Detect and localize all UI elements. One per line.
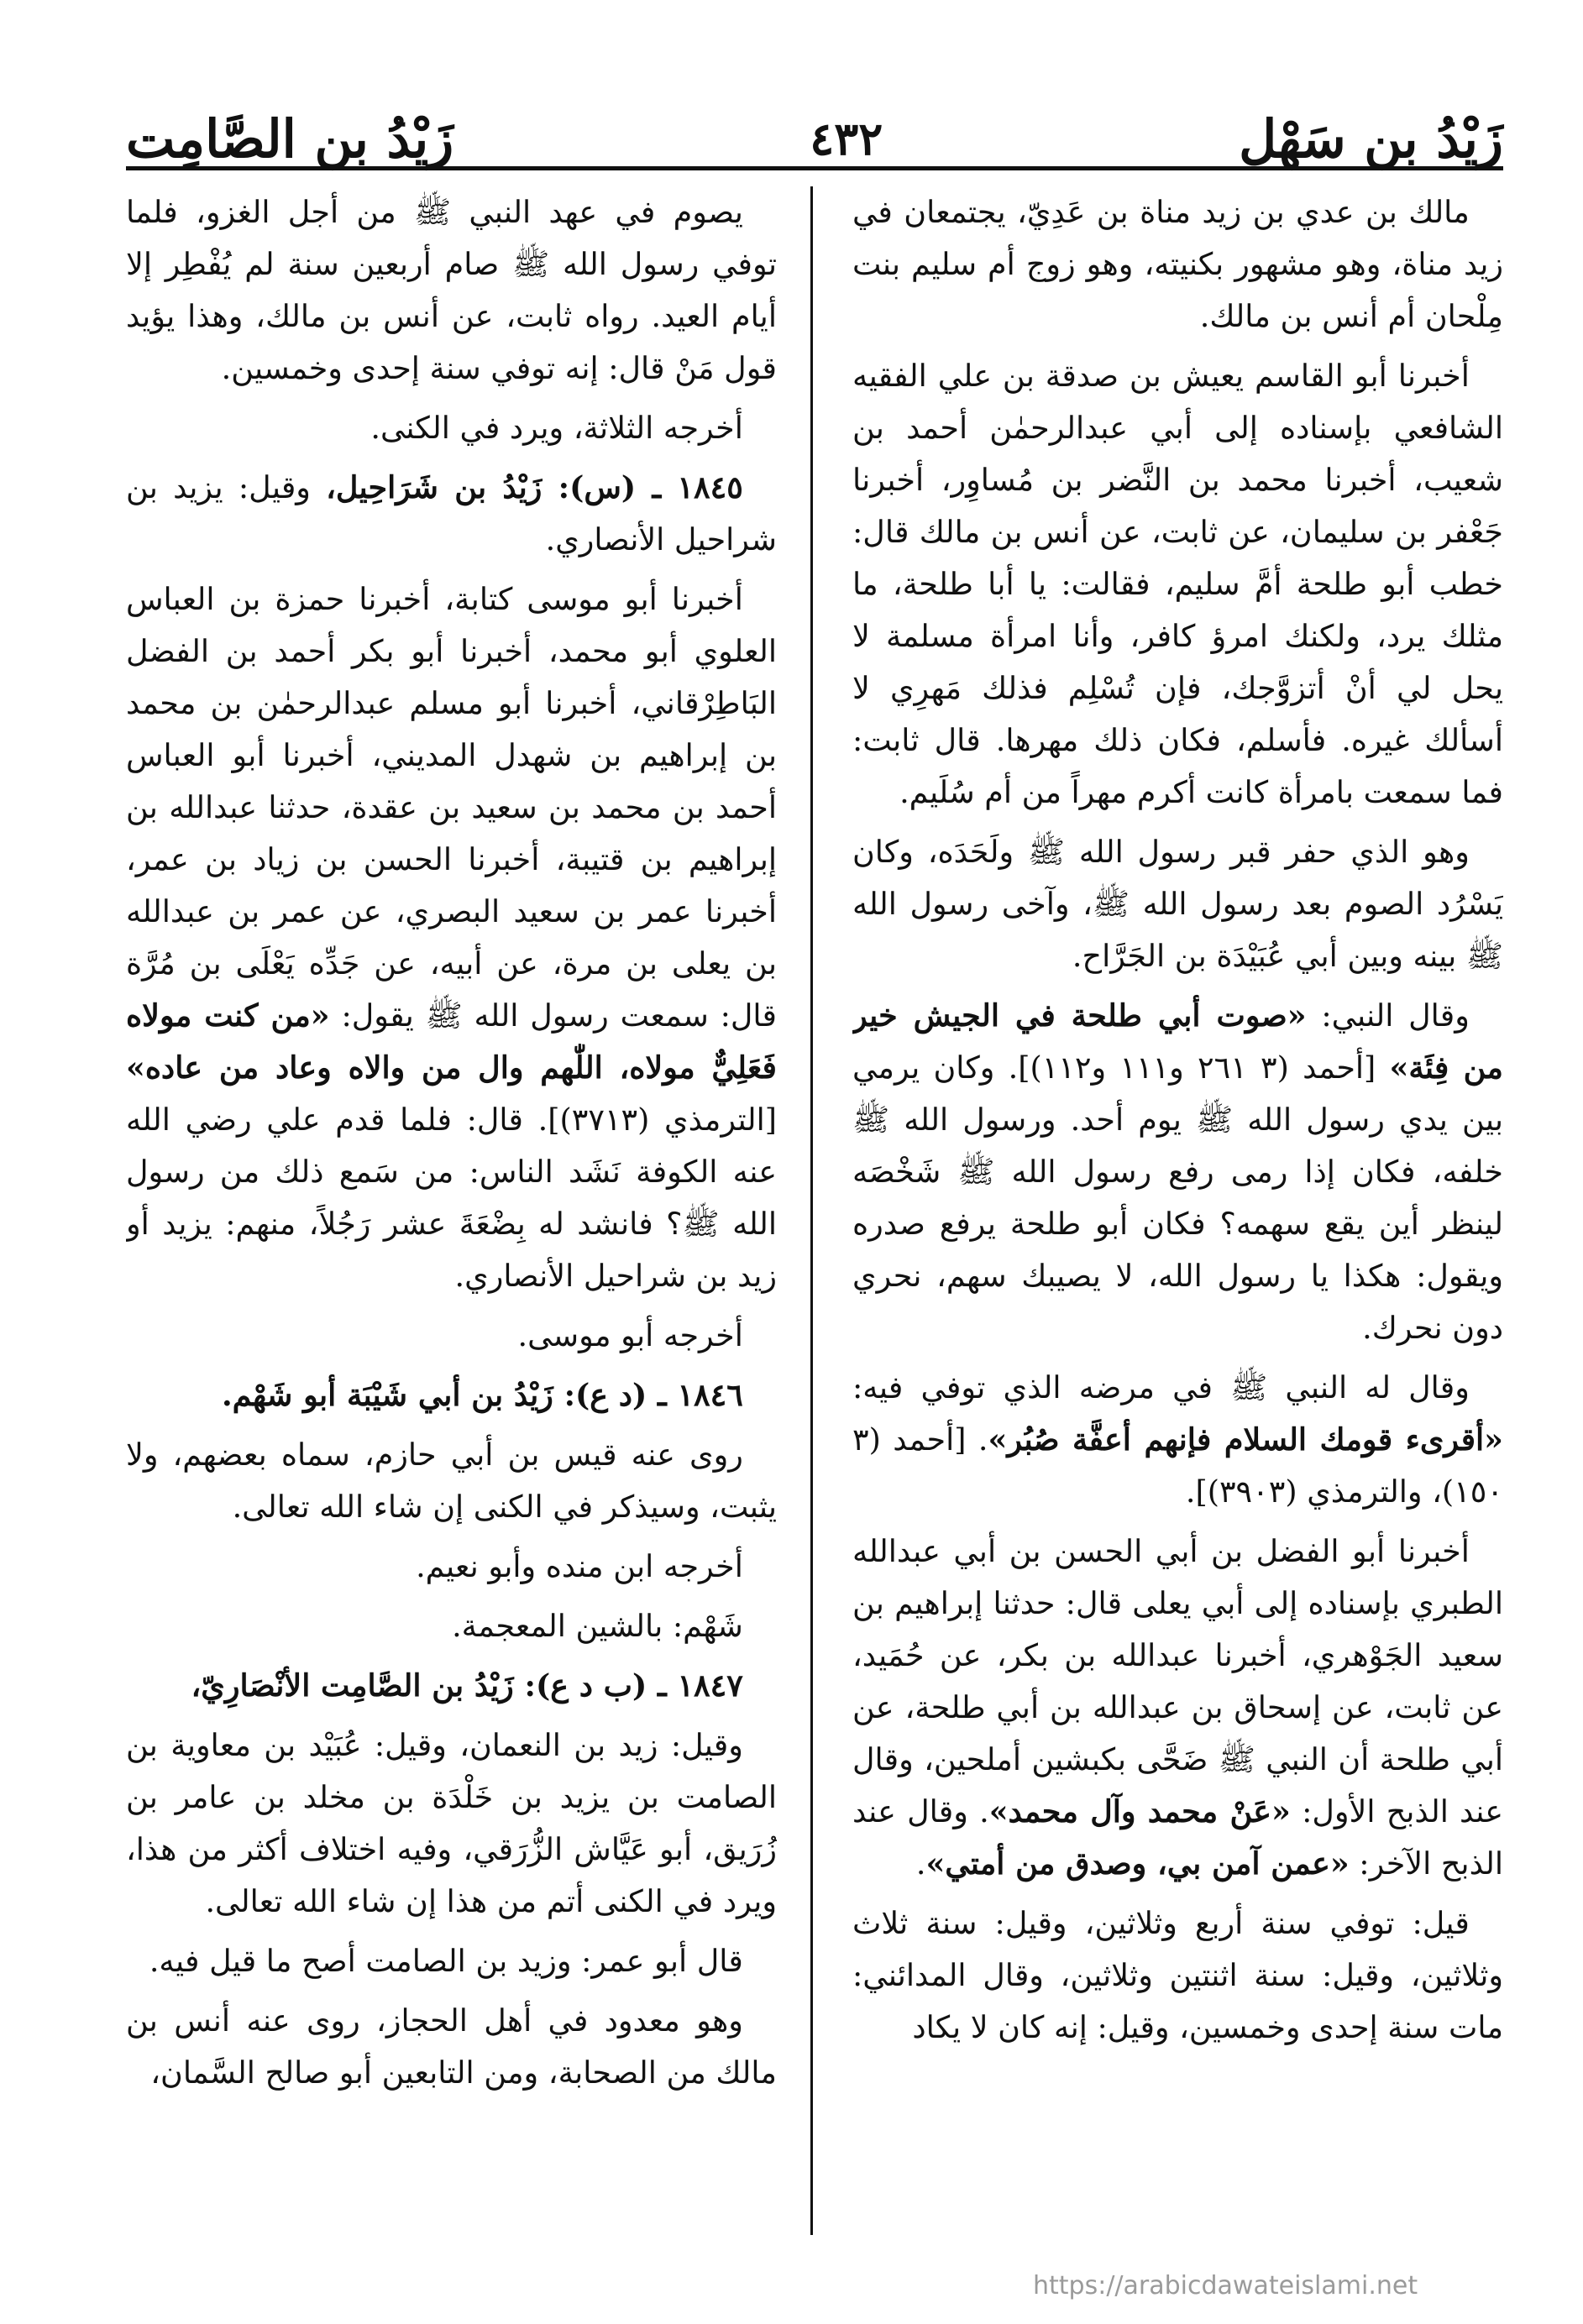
paragraph: أخرجه الثلاثة، ويرد في الكنى. [370, 410, 743, 446]
paragraph: قال أبو عمر: وزيد بن الصامت أصح ما قيل فيه. [149, 1943, 743, 1979]
text-span: . [أحمد (٣ ١٥٠)، والترمذي (٣٩٠٣)]. [852, 1421, 1503, 1510]
paragraph [852, 990, 1503, 1354]
text-span: [أحمد (٣ ٢٦١ و١١١ و١١٢)]. وكان يرمي بين يدي رسول الله ﷺ يوم أحد. ورسول الله ﷺ خلفه، فكان إذا رمى رفع رسول الله ﷺ شَخْصَه لينظر أين يقع سهمه؟ فكان أبو طلحة يرفع صدره ويقول: هكذا يا رسول الله، لا يصيبك سهم، نحري دون نحرك. [852, 1049, 1503, 1346]
paragraph: أخرجه أبو موسى. [517, 1317, 743, 1353]
left-column [126, 186, 777, 2235]
text-span: وقيل: يزيد بن شراحيل الأنصاري. [126, 469, 777, 557]
page-header [126, 101, 1503, 176]
text-span: . وقال عند الذبح الآخر: [852, 1793, 1503, 1882]
paragraph: يصوم في عهد النبي ﷺ من أجل الغزو، فلما توفي رسول الله ﷺ صام أربعين سنة لم يُفْطِر إلا أيام العيد. رواه ثابت، عن أنس بن مالك، وهذا يؤيد قول مَنْ قال: إنه توفي سنة إحدى وخمسين. [126, 194, 777, 386]
page-number: ٤٣٢ [810, 112, 883, 165]
text-span: وقال له النبي ﷺ في مرضه الذي توفي فيه: [852, 1369, 1470, 1405]
text-span: [الترمذي (٣٧١٣)]. قال: فلما قدم علي رضي الله عنه الكوفة نَشَد الناس: من سَمع ذلك من رسول الله ﷺ؟ فانشد له بِضْعَةَ عشر رَجُلاً، منهم: يزيد أو زيد بن شراحيل الأنصاري. [126, 1102, 777, 1294]
running-title-left: زَيْدُ بن الصَّامِت [126, 107, 454, 170]
hadith-quote: «أقرىء قومك السلام فإنهم أعفَّة صُبُر» [988, 1421, 1503, 1458]
paragraph: وهو معدود في أهل الحجاز، روى عنه أنس بن مالك من الصحابة، ومن التابعين أبو صالح السَّمان، [126, 2002, 777, 2091]
watermark-url: https://arabicdawateislami.net [1033, 2271, 1418, 2300]
paragraph [852, 1526, 1503, 1890]
header-rule [126, 166, 1503, 170]
running-title-right: زَيْدُ بن سَهْل [1239, 107, 1503, 170]
entry-1845 [126, 462, 777, 566]
text-span: وقال النبي: [1306, 997, 1470, 1034]
paragraph [852, 1362, 1503, 1518]
paragraph: قيل: توفي سنة أربع وثلاثين، وقيل: سنة ثلاث وثلاثين، وقيل: سنة اثنتين وثلاثين، وقال المدائني: مات سنة إحدى وخمسين، وقيل: إنه كان لا يكاد [852, 1905, 1503, 2045]
paragraph [126, 573, 777, 1302]
paragraph: شَهْم: بالشين المعجمة. [452, 1608, 743, 1644]
hadith-quote: «من كنت مولاه فَعَلِيٌّ مولاه، اللّٰهم وال من والاه وعاد من عاده» [126, 997, 777, 1086]
hadith-quote: «صوت أبي طلحة في الجيش خير من فِئَة» [852, 997, 1503, 1086]
paragraph: أخرجه ابن منده وأبو نعيم. [416, 1548, 743, 1584]
paragraph: وقيل: زيد بن النعمان، وقيل: عُبَيْد بن معاوية بن الصامت بن يزيد بن خَلْدَة بن مخلد بن عامر بن زُرَيق، أبو عَيَّاش الزُّرَقي، وفيه اختلاف أكثر من هذا، ويرد في الكنى أتم من هذا إن شاء الله تعالى. [126, 1727, 777, 1919]
text-span: أخبرنا أبو موسى كتابة، أخبرنا حمزة بن العباس العلوي أبو محمد، أخبرنا أبو بكر أحمد بن الفضل البَاطِرْقاني، أخبرنا أبو مسلم عبدالرحمٰن بن محمد بن إبراهيم بن شهدل المديني، أخبرنا أبو العباس أحمد بن محمد بن سعيد بن عقدة، حدثنا عبدالله بن إبراهيم بن قتيبة، أخبرنا الحسن بن زياد بن عمر، أخبرنا عمر بن سعيد البصري، عن عمر بن عبدالله بن يعلى بن مرة، عن أبيه، عن جَدِّه يَعْلَى بن مُرَّة قال: سمعت رسول الله ﷺ يقول: [126, 581, 777, 1034]
hadith-quote: «عمن آمن بي، وصدق من أمتي» [925, 1845, 1350, 1882]
text-span: . [915, 1845, 926, 1882]
right-column [852, 186, 1503, 2235]
entry-1846-heading: ١٨٤٦ ـ (د ع): زَيْدُ بن أبي شَيْبَة أبو شَهْم. [221, 1377, 743, 1413]
entry-1847-heading: ١٨٤٧ ـ (ب د ع): زَيْدُ بن الصَّامِت الأنْصَارِيّ، [191, 1667, 743, 1704]
paragraph: أخبرنا أبو القاسم يعيش بن صدقة بن علي الفقيه الشافعي بإسناده إلى أبي عبدالرحمٰن أحمد بن شعيب، أخبرنا محمد بن النَّضر بن مُساوِر، أخبرنا جَعْفر بن سليمان، عن ثابت، عن أنس بن مالك قال: خطب أبو طلحة أمَّ سليم، فقالت: يا أبا طلحة، ما مثلك يرد، ولكنك امرؤ كافر، وأنا امرأة مسلمة لا يحل لي أنْ أتزوَّجك، فإن تُسْلِم فذلك مَهرِي لا أسألك غيره. فأسلم، فكان ذلك مهرها. قال ثابت: فما سمعت بامرأة كانت أكرم مهراً من أم سُلَيم. [852, 358, 1503, 810]
column-separator [810, 186, 813, 2235]
entry-heading: ١٨٤٥ ـ (س): زَيْدُ بن شَرَاحِيل، [326, 469, 743, 505]
paragraph: مالك بن عدي بن زيد مناة بن عَدِيّ، يجتمعان في زيد مناة، وهو مشهور بكنيته، وهو زوج أم سليم بنت مِلْحان أم أنس بن مالك. [852, 194, 1503, 334]
hadith-quote: «عَنْ محمد وآل محمد» [988, 1793, 1291, 1829]
paragraph: وهو الذي حفر قبر رسول الله ﷺ ولَحَدَه، وكان يَسْرُد الصوم بعد رسول الله ﷺ، وآخى رسول الله ﷺ بينه وبين أبي عُبَيْدَة بن الجَرَّاح. [852, 834, 1503, 974]
text-span: أخبرنا أبو الفضل بن أبي الحسن بن أبي عبدالله الطبري بإسناده إلى أبي يعلى قال: حدثنا إبراهيم بن سعيد الجَوْهري، أخبرنا عبدالله بن بكر، عن حُمَيد، عن ثابت، عن إسحاق بن عبدالله بن أبي طلحة، عن أبي طلحة أن النبي ﷺ ضَحَّى بكبشين أملحين، وقال عند الذبح الأول: [852, 1533, 1503, 1829]
paragraph: روى عنه قيس بن أبي حازم، سماه بعضهم، ولا يثبت، وسيذكر في الكنى إن شاء الله تعالى. [126, 1437, 777, 1525]
